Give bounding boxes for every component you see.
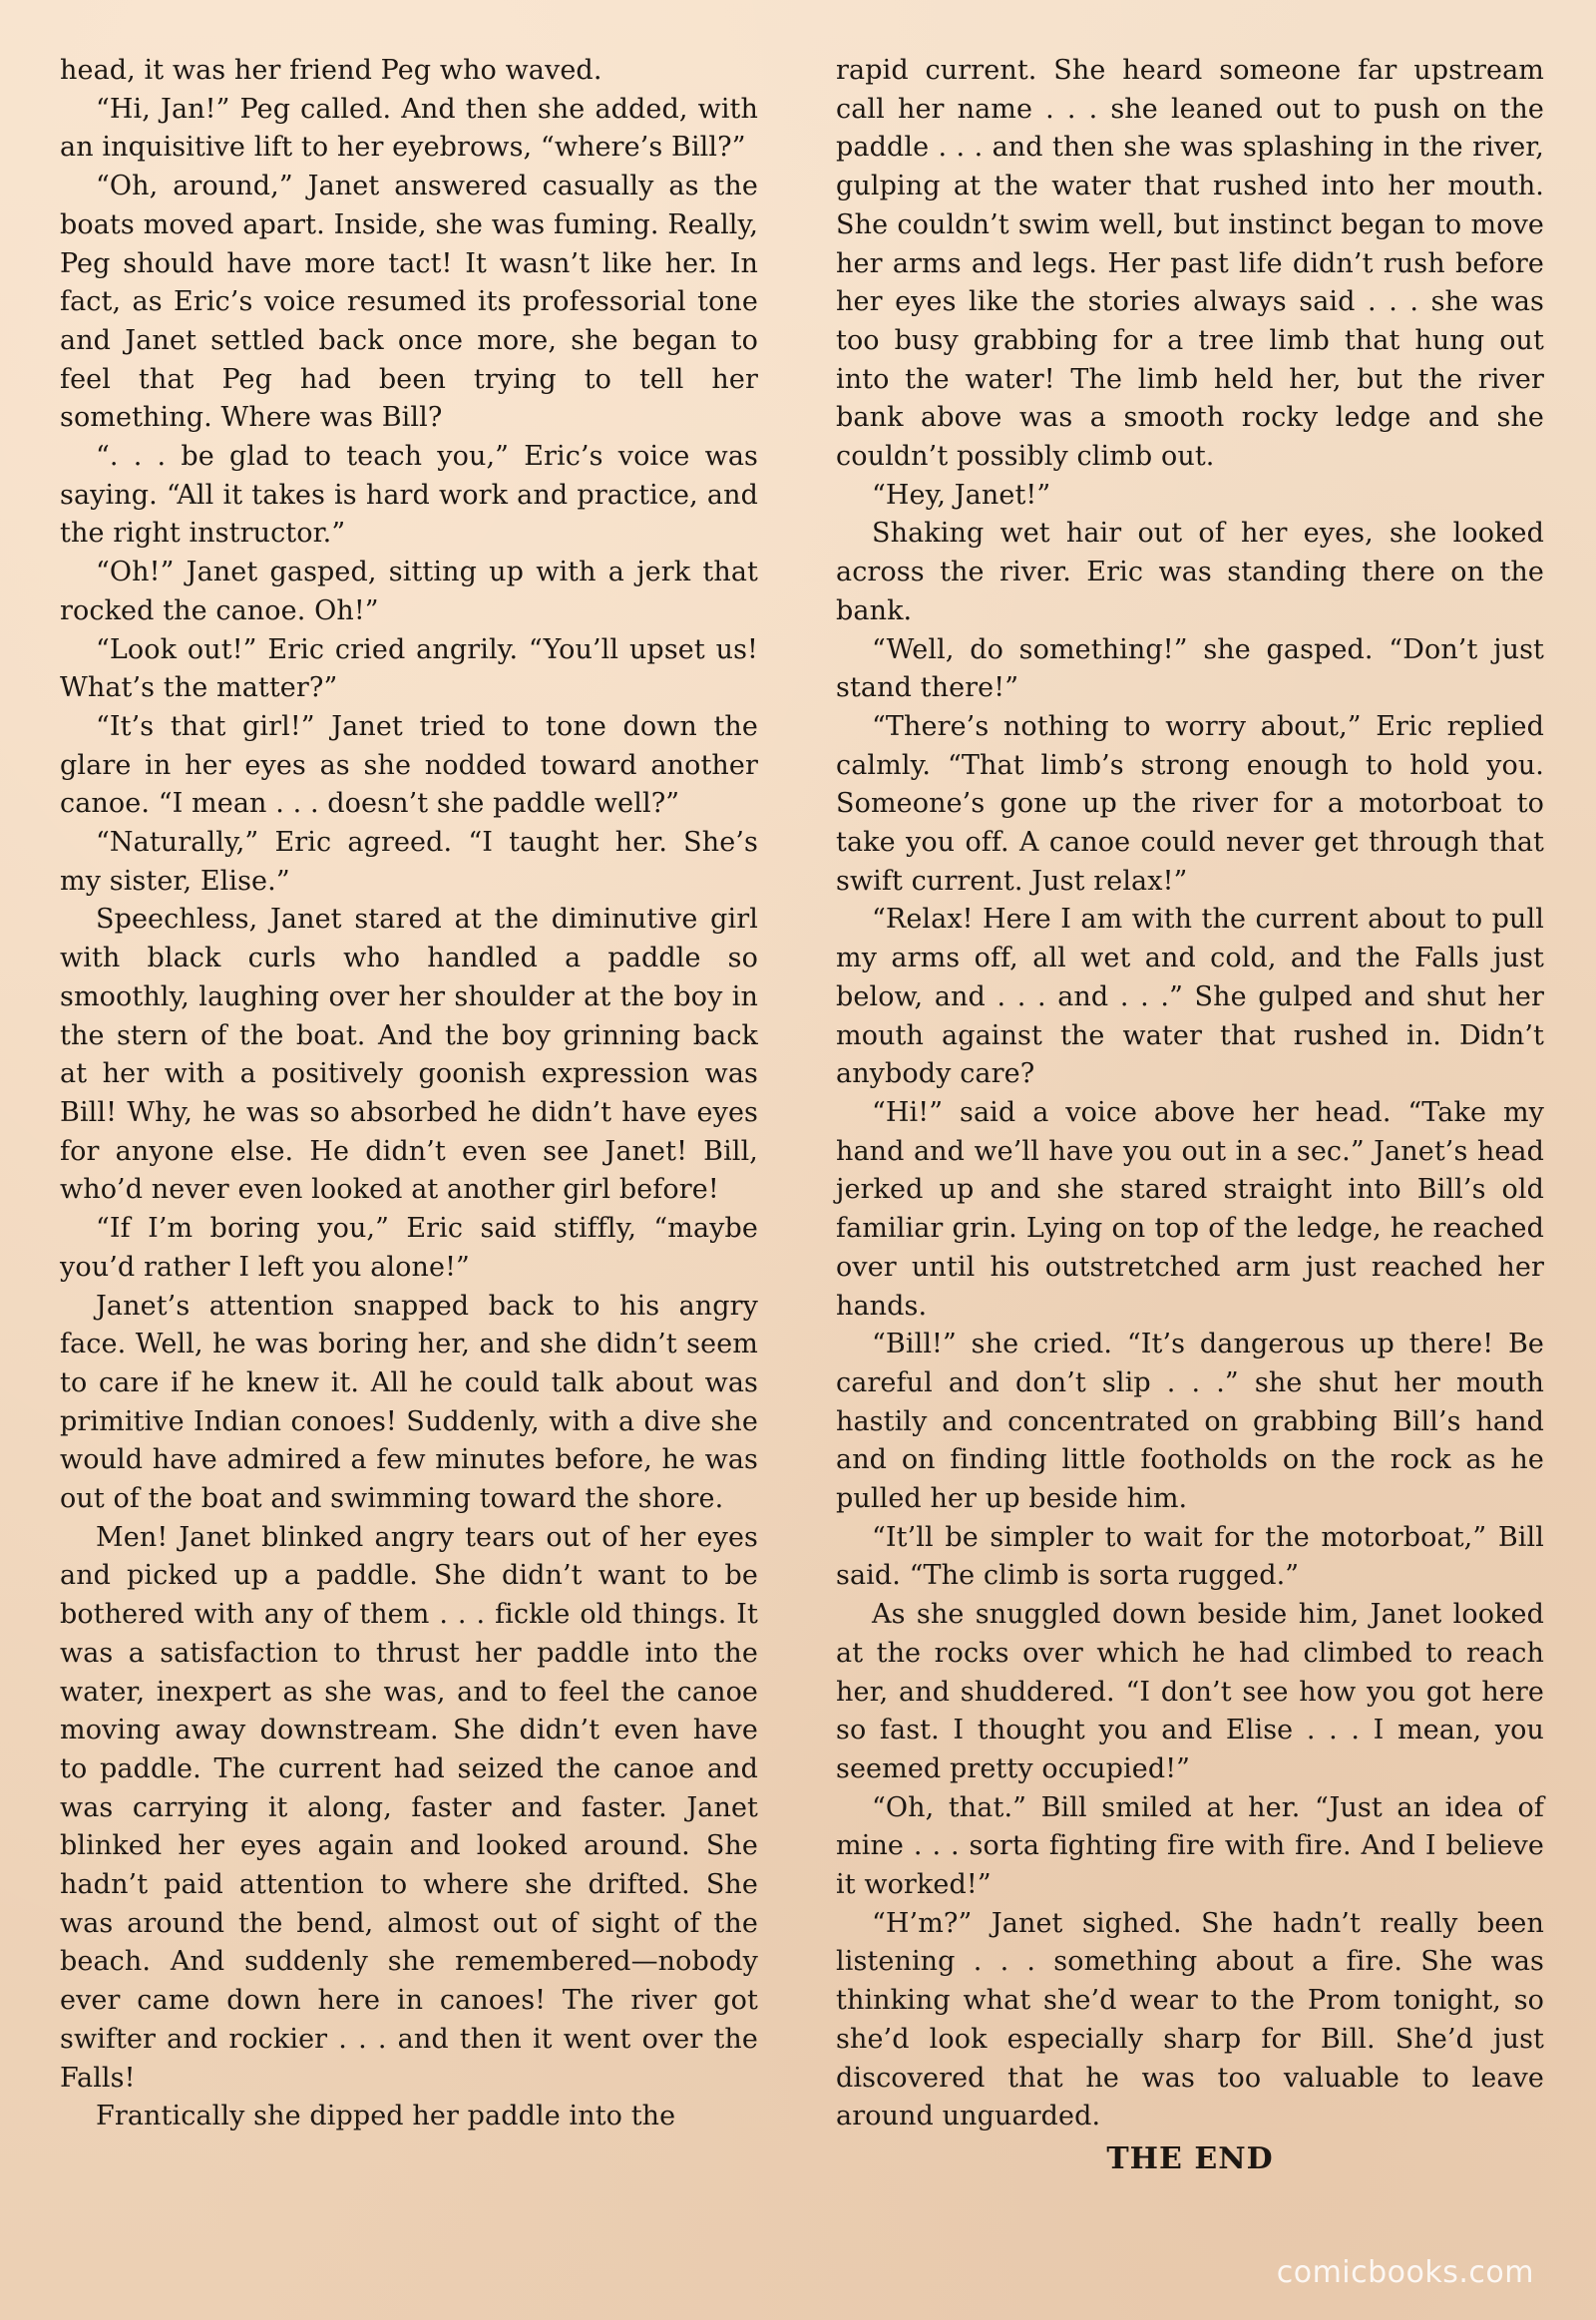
the-end-label: THE END <box>1106 2140 1274 2176</box>
paragraph: “Naturally,” Eric agreed. “I taught her. She’s my sister, Elise.” <box>60 827 758 897</box>
paragraph: “Relax! Here I am with the current about to pull my arms off, all wet and cold, and the Falls just below, and . . . and . . .” She gulped and shut her mouth against the water that rushed in. Didn’t anybody care? <box>836 904 1544 1090</box>
paragraph: “Hi, Jan!” Peg called. And then she added, with an inquisitive lift to her eyebrows, “where’s Bill?” <box>60 93 758 164</box>
right-text-column <box>836 52 1544 2179</box>
paragraph: “If I’m boring you,” Eric said stiffly, “maybe you’d rather I left you alone!” <box>60 1213 758 1283</box>
paragraph: head, it was her friend Peg who waved. <box>60 55 602 86</box>
paragraph: “. . . be glad to teach you,” Eric’s voice was saying. “All it takes is hard work and practice, and the right instructor.” <box>60 441 758 550</box>
paragraph: rapid current. She heard someone far upstream call her name . . . she leaned out to push on the paddle . . . and then she was splashing in the river, gulping at the water that rushed into her mouth. She couldn’t swim well, but instinct began to move her arms and legs. Her past life didn’t rush before her eyes like the stories always said . . . she was too busy grabbing for a tree limb that hung out into the water! The limb held her, but the river bank above was a smooth rocky ledge and she couldn’t possibly climb out. <box>836 55 1544 473</box>
paragraph: Shaking wet hair out of her eyes, she looked across the river. Eric was standing there on the bank. <box>836 518 1544 626</box>
paragraph: “Oh, around,” Janet answered casually as the boats moved apart. Inside, she was fuming. Really, Peg should have more tact! It wasn’t like her. In fact, as Eric’s voice resumed its professorial tone and Janet settled back once more, she began to feel that Peg had been trying to tell her something. Where was Bill? <box>60 171 758 434</box>
paragraph: “H’m?” Janet sighed. She hadn’t really been listening . . . something about a fire. She was thinking what she’d wear to the Prom tonight, so she’d look especially sharp for Bill. She’d just discovered that he was too valuable to leave around unguarded. <box>836 1907 1544 2132</box>
left-text-column <box>60 52 758 2136</box>
paragraph: Frantically she dipped her paddle into the <box>96 2101 676 2132</box>
paragraph: “Look out!” Eric cried angrily. “You’ll upset us! What’s the matter?” <box>60 633 758 704</box>
paragraph: Speechless, Janet stared at the diminutive girl with black curls who handled a paddle so smoothly, laughing over her shoulder at the boy in the stern of the boat. And the boy grinning back at her with a positively goonish expression was Bill! Why, he was so absorbed he didn’t have eyes for anyone else. He didn’t even see Janet! Bill, who’d never even looked at another girl before! <box>60 904 758 1206</box>
paragraph: Janet’s attention snapped back to his angry face. Well, he was boring her, and she didn’t seem to care if he knew it. All he could talk about was primitive Indian conoes! Suddenly, with a dive she would have admired a few minutes before, he was out of the boat and swimming toward the shore. <box>60 1290 758 1515</box>
paragraph: “Oh, that.” Bill smiled at her. “Just an idea of mine . . . sorta fighting fire with fire. And I believe it worked!” <box>836 1791 1544 1901</box>
paragraph: “There’s nothing to worry about,” Eric replied calmly. “That limb’s strong enough to hold you. Someone’s gone up the river for a motorboat to take you off. A canoe could never get through that swift current. Just relax!” <box>836 710 1544 897</box>
paragraph: “Bill!” she cried. “It’s dangerous up there! Be careful and don’t slip . . .” she shut her mouth hastily and concentrated on grabbing Bill’s hand and on finding little footholds on the rock as he pulled her up beside him. <box>836 1329 1544 1515</box>
watermark: comicbooks.com <box>1276 2255 1534 2290</box>
paragraph: Men! Janet blinked angry tears out of her eyes and picked up a paddle. She didn’t want to be bothered with any of them . . . fickle old things. It was a satisfaction to thrust her paddle into the water, inexpert as she was, and to feel the canoe moving away downstream. She didn’t even have to paddle. The current had seized the canoe and was carrying it along, faster and faster. Janet blinked her eyes again and looked around. She hadn’t paid attention to where she drifted. She was around the bend, almost out of sight of the beach. And suddenly she remembered—nobody ever came down here in canoes! The river got swifter and rockier . . . and then it went over the Falls! <box>60 1521 758 2094</box>
paragraph: “Hey, Janet!” <box>872 479 1051 511</box>
paragraph: “It’s that girl!” Janet tried to tone down the glare in her eyes as she nodded toward another canoe. “I mean . . . doesn’t she paddle well?” <box>60 710 758 820</box>
paragraph: “Hi!” said a voice above her head. “Take my hand and we’ll have you out in a sec.” Janet’s head jerked up and she stared straight into Bill’s old familiar grin. Lying on top of the ledge, he reached over until his outstretched arm just reached her hands. <box>836 1096 1544 1322</box>
paragraph: As she snuggled down beside him, Janet looked at the rocks over which he had climbed to reach her, and shuddered. “I don’t see how you got here so fast. I thought you and Elise . . . I mean, you seemed pretty occupied!” <box>836 1599 1544 1784</box>
paragraph: “It’ll be simpler to wait for the motorboat,” Bill said. “The climb is sorta rugged.” <box>836 1521 1544 1592</box>
paragraph: “Well, do something!” she gasped. “Don’t just stand there!” <box>836 633 1544 704</box>
paragraph: “Oh!” Janet gasped, sitting up with a jerk that rocked the canoe. Oh!” <box>60 557 758 626</box>
